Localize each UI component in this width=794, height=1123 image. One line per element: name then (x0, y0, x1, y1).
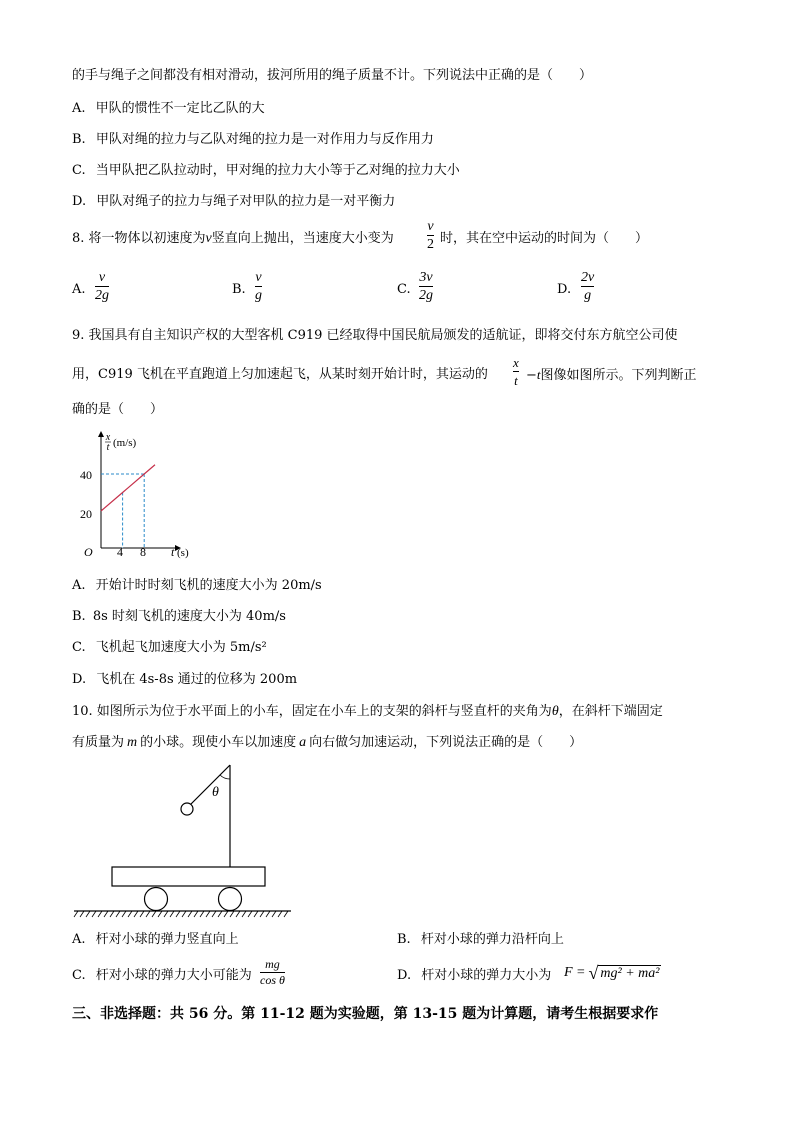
x-label: t (171, 545, 175, 559)
intro-line: 的手与绳子之间都没有相对滑动，拔河所用的绳子质量不计。下列说法中正确的是（ ） (72, 68, 593, 83)
frac-num: 2v (581, 270, 595, 285)
q7-option-c (72, 163, 460, 179)
option-label: C. (72, 968, 86, 983)
ground-hatching (74, 911, 288, 917)
q9-option-a (72, 578, 322, 594)
q10-stem-post2: 向右做匀加速运动，下列说法正确的是（ ） (309, 735, 583, 750)
frac-num: mg (265, 957, 280, 971)
frac-den: g (255, 288, 262, 303)
option-text: 甲队对绳的拉力与乙队对绳的拉力是一对作用力与反作用力 (95, 132, 434, 147)
x-tick-8: 8 (140, 545, 146, 559)
cart-body (112, 867, 265, 886)
option-text: 飞机起飞加速度大小为 5m/s² (95, 640, 267, 655)
q8-option-c-label: C. (397, 282, 411, 297)
option-text: 当甲队把乙队拉动时，甲对绳的拉力大小等于乙对绳的拉力大小 (95, 163, 460, 178)
var-m: m (127, 735, 138, 750)
section-heading: 三、非选择题：共 56 分。第 11-12 题为实验题，第 13-15 题为计算题，请考生根据要求作 (72, 1006, 659, 1022)
q10-stem-line2 (72, 735, 582, 751)
q7-option-d (72, 194, 395, 210)
option-label: A. (72, 101, 86, 116)
q10-option-d (397, 968, 551, 984)
option-text: 开始计时时刻飞机的速度大小为 20m/s (95, 578, 322, 593)
series-line (101, 465, 155, 511)
q8-option-a-fraction (95, 270, 109, 303)
q8-option-b-label: B. (232, 282, 246, 297)
q9-stem-line2-post (526, 367, 697, 384)
option-label: B. (397, 932, 411, 947)
option-label: D. (72, 672, 87, 687)
frac-den: t (514, 373, 518, 388)
sqrt-sign: √ (588, 962, 599, 983)
q8-stem-fraction (427, 219, 434, 252)
y-unit: (m/s) (113, 437, 137, 449)
q9-stem-line3: 确的是（ ） (72, 402, 164, 417)
option-label: A. (72, 932, 86, 947)
q9-stem-line2-pre: 用，C919 飞机在平直跑道上匀加速起飞，从某时刻开始计时，其运动的 (72, 367, 488, 382)
q8-option-a-label: A. (72, 282, 86, 297)
x-unit: (s) (177, 547, 189, 559)
q9-option-b (72, 609, 286, 625)
minus-sign: − (526, 368, 537, 383)
option-text: 杆对小球的弹力沿杆向上 (420, 932, 564, 947)
q8-option-d-fraction (581, 270, 594, 303)
formula-radicand: mg² + ma² (600, 965, 660, 981)
q9-option-d (72, 672, 297, 688)
var-theta: θ (551, 704, 559, 719)
q7-option-b (72, 132, 434, 148)
frac-den: cos θ (260, 973, 285, 987)
option-text: 甲队对绳子的拉力与绳子对甲队的拉力是一对平衡力 (96, 194, 396, 209)
q9-stem-line2-tail: 图像如图所示。下列判断正 (540, 368, 697, 383)
angle-arc (220, 775, 230, 779)
var-a: a (299, 735, 307, 750)
frac-den: 2g (95, 288, 109, 303)
option-label: D. (397, 968, 412, 983)
q8-stem-pre: 8. 将一物体以初速度为 (72, 231, 206, 246)
q10-option-c-fraction (260, 958, 285, 987)
q10-stem-post: ，在斜杆下端固定 (558, 704, 663, 719)
option-text: 8s 时刻飞机的速度大小为 40m/s (92, 609, 286, 624)
frac-den: 2g (419, 288, 433, 303)
frac-num: v (255, 270, 262, 285)
right-wheel (219, 888, 242, 911)
q9-stem-fraction (513, 355, 519, 388)
q10-stem-pre2: 有质量为 (72, 735, 125, 750)
option-label: C. (72, 640, 86, 655)
q8-option-d-label: D. (557, 282, 572, 297)
origin-label: O (84, 545, 93, 559)
q8-stem-part1 (72, 231, 394, 247)
q8-option-b-fraction (255, 270, 262, 303)
formula-lhs: F = (564, 965, 586, 980)
option-label: D. (72, 194, 87, 209)
ball (181, 803, 193, 815)
option-text: 杆对小球的弹力竖直向上 (95, 932, 239, 947)
q10-cart-diagram (70, 760, 295, 920)
y-tick-40: 40 (80, 468, 92, 482)
y-label-den: t (106, 442, 110, 453)
option-label: B. (72, 132, 86, 147)
frac-num: v (98, 270, 106, 285)
q10-option-c (72, 968, 252, 984)
option-text: 甲队的惯性不一定比乙队的大 (95, 101, 265, 116)
option-label: A. (72, 578, 86, 593)
q8-stem-post: 时，其在空中运动的时间为（ ） (440, 231, 649, 246)
left-wheel (145, 888, 168, 911)
frac-num: v (427, 219, 434, 234)
q10-option-d-formula (564, 962, 661, 984)
q8-stem-mid: 竖直向上抛出，当速度大小变为 (211, 231, 394, 246)
q9-stem-line1: 9. 我国具有自主知识产权的大型客机 C919 已经取得中国民航局颁发的适航证，即将交付东方航空公司使 (72, 328, 678, 343)
var-t: t (536, 367, 541, 382)
q8-var-v: v (205, 231, 212, 246)
q7-option-a (72, 101, 265, 117)
option-text: 杆对小球的弹力大小可能为 (95, 968, 252, 983)
q10-option-a (72, 932, 239, 948)
frac-den: 2 (427, 237, 434, 252)
q9-option-c (72, 640, 267, 656)
option-label: C. (72, 163, 86, 178)
q10-stem-line1 (72, 704, 663, 720)
y-label-num: x (105, 432, 111, 443)
q10-stem-mid: 的小球。现使小车以加速度 (140, 735, 297, 750)
q10-stem-pre: 10. 如图所示为位于水平面上的小车，固定在小车上的支架的斜杆与竖直杆的夹角为 (72, 704, 552, 719)
y-tick-20: 20 (80, 507, 92, 521)
frac-den: g (584, 288, 592, 303)
inclined-rod (190, 765, 230, 805)
q9-velocity-graph (80, 428, 210, 563)
x-tick-4: 4 (117, 545, 123, 559)
angle-label: θ (212, 785, 219, 800)
q10-option-b (397, 932, 564, 948)
frac-num: x (513, 355, 519, 370)
option-text: 飞机在 4s-8s 通过的位移为 200m (96, 672, 298, 687)
frac-num: 3v (419, 270, 433, 285)
option-label: B. (72, 609, 86, 624)
option-text: 杆对小球的弹力大小为 (421, 968, 552, 983)
q8-option-c-fraction (419, 270, 433, 303)
